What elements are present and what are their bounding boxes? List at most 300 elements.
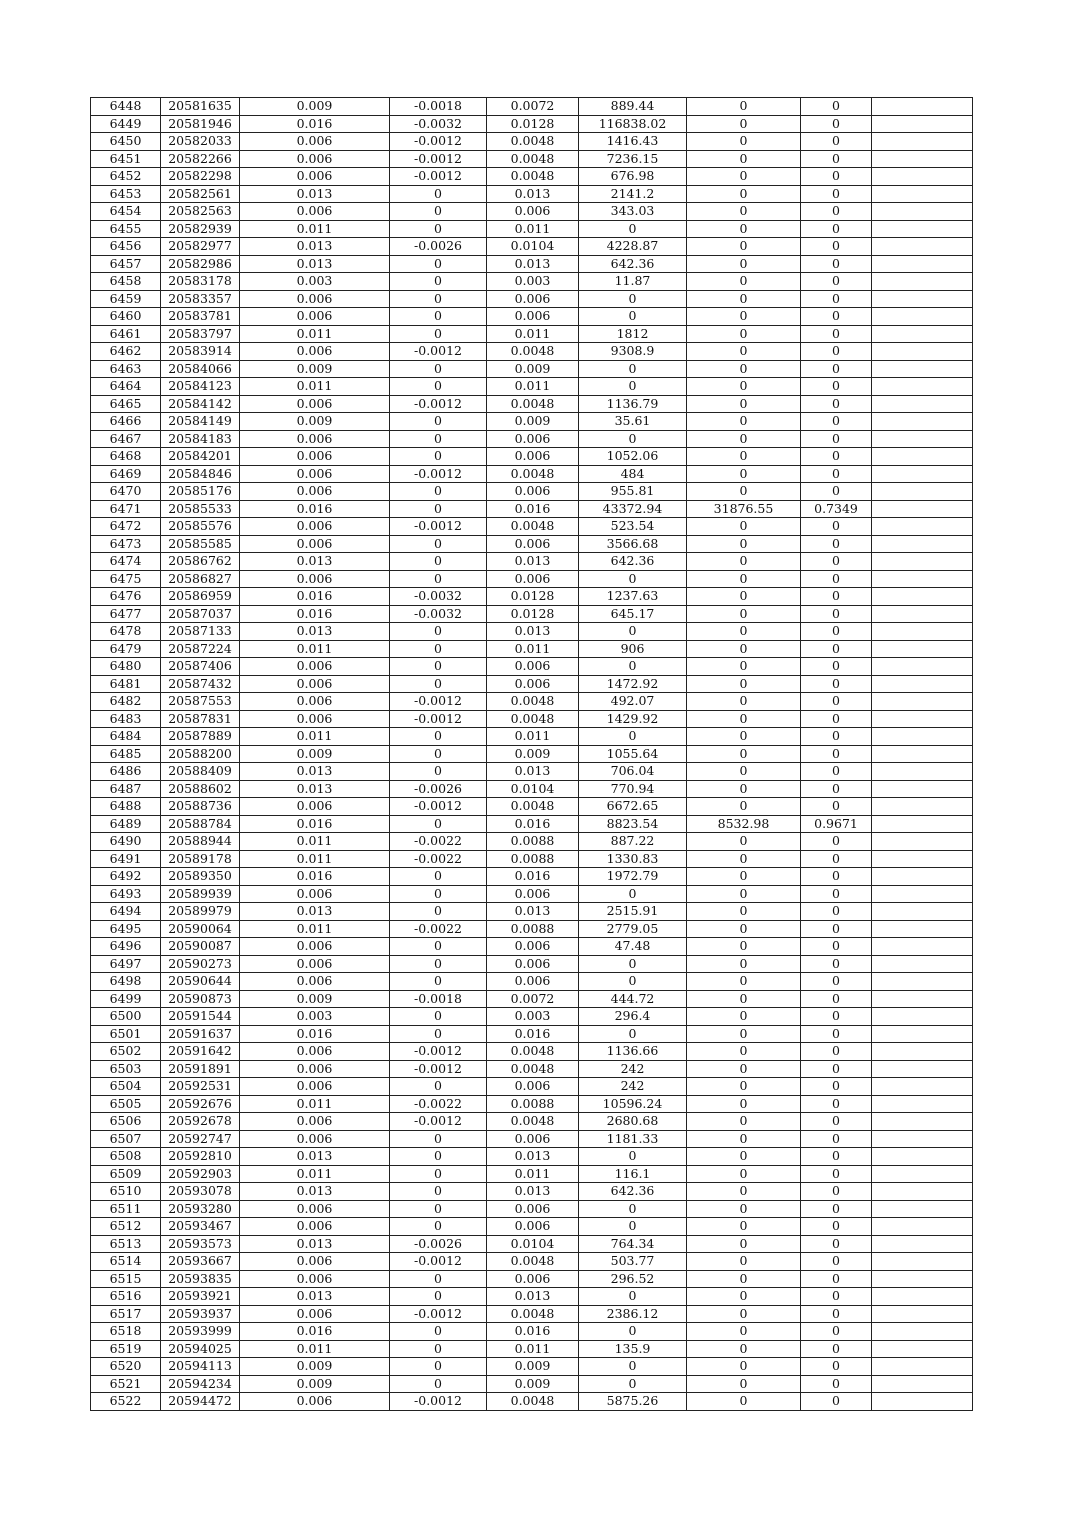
table-row	[91, 1305, 973, 1323]
cell-value-c: 0.0104	[487, 238, 579, 256]
cell-amount: 0	[579, 570, 687, 588]
cell-extra	[872, 1375, 973, 1393]
cell-ratio: 0	[801, 1305, 872, 1323]
cell-ratio: 0	[801, 1340, 872, 1358]
cell-value-b: 0	[390, 623, 487, 641]
cell-ratio: 0	[801, 150, 872, 168]
cell-row-number: 6520	[91, 1358, 161, 1376]
cell-value-a: 0.006	[240, 308, 390, 326]
cell-value-b: 0	[390, 378, 487, 396]
cell-row-number: 6488	[91, 798, 161, 816]
cell-value-c: 0.006	[487, 885, 579, 903]
table-row	[91, 605, 973, 623]
cell-ratio: 0	[801, 1218, 872, 1236]
table-row	[91, 815, 973, 833]
cell-amount: 0	[579, 1375, 687, 1393]
cell-extra	[872, 798, 973, 816]
table-row	[91, 1078, 973, 1096]
cell-ratio: 0	[801, 133, 872, 151]
cell-amount: 1330.83	[579, 850, 687, 868]
cell-extra	[872, 1113, 973, 1131]
cell-amount-b: 0	[687, 1008, 801, 1026]
table-row	[91, 693, 973, 711]
cell-ratio: 0	[801, 1043, 872, 1061]
cell-value-c: 0.0072	[487, 98, 579, 116]
table-row	[91, 1235, 973, 1253]
table-row	[91, 850, 973, 868]
cell-value-a: 0.006	[240, 483, 390, 501]
cell-amount-b: 0	[687, 955, 801, 973]
cell-ratio: 0	[801, 920, 872, 938]
cell-amount-b: 0	[687, 1218, 801, 1236]
cell-value-c: 0.013	[487, 1183, 579, 1201]
cell-amount: 642.36	[579, 553, 687, 571]
cell-extra	[872, 658, 973, 676]
cell-row-number: 6517	[91, 1305, 161, 1323]
cell-row-number: 6476	[91, 588, 161, 606]
cell-value-c: 0.016	[487, 815, 579, 833]
cell-amount-b: 0	[687, 273, 801, 291]
cell-value-a: 0.006	[240, 1200, 390, 1218]
cell-row-number: 6502	[91, 1043, 161, 1061]
cell-value-b: 0	[390, 360, 487, 378]
cell-ratio: 0	[801, 588, 872, 606]
table-row	[91, 920, 973, 938]
table-row	[91, 1025, 973, 1043]
cell-value-a: 0.009	[240, 1375, 390, 1393]
cell-value-c: 0.006	[487, 308, 579, 326]
cell-row-number: 6453	[91, 185, 161, 203]
cell-amount-b: 0	[687, 780, 801, 798]
cell-record-id: 20586762	[161, 553, 240, 571]
cell-record-id: 20588784	[161, 815, 240, 833]
cell-value-b: 0	[390, 553, 487, 571]
table-row	[91, 290, 973, 308]
table-row	[91, 1200, 973, 1218]
cell-value-b: -0.0026	[390, 1235, 487, 1253]
table-row	[91, 1113, 973, 1131]
cell-amount-b: 0	[687, 535, 801, 553]
table-row	[91, 938, 973, 956]
cell-value-b: -0.0012	[390, 1060, 487, 1078]
cell-amount: 770.94	[579, 780, 687, 798]
cell-extra	[872, 115, 973, 133]
cell-value-b: -0.0012	[390, 1043, 487, 1061]
cell-value-a: 0.006	[240, 518, 390, 536]
cell-record-id: 20592531	[161, 1078, 240, 1096]
table-row	[91, 500, 973, 518]
cell-amount-b: 0	[687, 1148, 801, 1166]
cell-amount: 955.81	[579, 483, 687, 501]
cell-record-id: 20582298	[161, 168, 240, 186]
cell-value-a: 0.013	[240, 238, 390, 256]
cell-value-b: -0.0032	[390, 605, 487, 623]
cell-row-number: 6454	[91, 203, 161, 221]
cell-value-a: 0.009	[240, 745, 390, 763]
cell-row-number: 6460	[91, 308, 161, 326]
cell-amount: 0	[579, 1148, 687, 1166]
cell-record-id: 20589350	[161, 868, 240, 886]
cell-ratio: 0	[801, 360, 872, 378]
cell-amount: 1972.79	[579, 868, 687, 886]
cell-extra	[872, 203, 973, 221]
cell-amount-b: 0	[687, 920, 801, 938]
cell-value-c: 0.0088	[487, 1095, 579, 1113]
cell-ratio: 0	[801, 1165, 872, 1183]
cell-amount: 906	[579, 640, 687, 658]
cell-value-c: 0.0048	[487, 1060, 579, 1078]
cell-amount: 0	[579, 360, 687, 378]
cell-extra	[872, 1200, 973, 1218]
cell-value-c: 0.013	[487, 903, 579, 921]
cell-value-c: 0.013	[487, 255, 579, 273]
cell-value-c: 0.006	[487, 1200, 579, 1218]
cell-value-a: 0.006	[240, 710, 390, 728]
cell-row-number: 6519	[91, 1340, 161, 1358]
cell-amount: 8823.54	[579, 815, 687, 833]
cell-extra	[872, 990, 973, 1008]
cell-amount-b: 0	[687, 605, 801, 623]
cell-value-a: 0.006	[240, 343, 390, 361]
cell-value-b: 0	[390, 273, 487, 291]
cell-value-a: 0.011	[240, 220, 390, 238]
cell-extra	[872, 955, 973, 973]
cell-amount-b: 0	[687, 238, 801, 256]
cell-amount-b: 0	[687, 1130, 801, 1148]
table-row	[91, 833, 973, 851]
cell-record-id: 20581635	[161, 98, 240, 116]
cell-row-number: 6486	[91, 763, 161, 781]
cell-amount: 1472.92	[579, 675, 687, 693]
cell-amount: 444.72	[579, 990, 687, 1008]
cell-row-number: 6450	[91, 133, 161, 151]
table-row	[91, 1288, 973, 1306]
cell-value-a: 0.006	[240, 885, 390, 903]
table-row	[91, 1270, 973, 1288]
cell-extra	[872, 553, 973, 571]
cell-record-id: 20592747	[161, 1130, 240, 1148]
cell-value-b: -0.0012	[390, 1393, 487, 1411]
cell-ratio: 0	[801, 885, 872, 903]
cell-amount-b: 0	[687, 290, 801, 308]
cell-amount-b: 0	[687, 1095, 801, 1113]
cell-ratio: 0	[801, 98, 872, 116]
table-row	[91, 553, 973, 571]
table-row	[91, 168, 973, 186]
cell-value-a: 0.006	[240, 1270, 390, 1288]
cell-value-c: 0.006	[487, 448, 579, 466]
cell-amount: 1237.63	[579, 588, 687, 606]
cell-value-c: 0.011	[487, 728, 579, 746]
table-row	[91, 1130, 973, 1148]
cell-amount-b: 0	[687, 973, 801, 991]
cell-row-number: 6521	[91, 1375, 161, 1393]
cell-value-c: 0.0048	[487, 168, 579, 186]
cell-value-b: 0	[390, 763, 487, 781]
cell-value-b: 0	[390, 1288, 487, 1306]
cell-value-c: 0.013	[487, 1148, 579, 1166]
cell-value-a: 0.006	[240, 465, 390, 483]
cell-value-b: 0	[390, 325, 487, 343]
cell-value-c: 0.0048	[487, 1305, 579, 1323]
cell-value-b: -0.0012	[390, 133, 487, 151]
table-row	[91, 1253, 973, 1271]
cell-amount: 2779.05	[579, 920, 687, 938]
cell-amount: 523.54	[579, 518, 687, 536]
cell-amount-b: 0	[687, 903, 801, 921]
cell-amount: 645.17	[579, 605, 687, 623]
cell-value-b: 0	[390, 413, 487, 431]
cell-value-a: 0.006	[240, 570, 390, 588]
cell-ratio: 0	[801, 1113, 872, 1131]
cell-value-a: 0.006	[240, 1078, 390, 1096]
cell-ratio: 0	[801, 1095, 872, 1113]
cell-extra	[872, 938, 973, 956]
cell-row-number: 6461	[91, 325, 161, 343]
cell-ratio: 0	[801, 1375, 872, 1393]
cell-amount: 296.52	[579, 1270, 687, 1288]
cell-value-a: 0.006	[240, 658, 390, 676]
cell-value-c: 0.006	[487, 430, 579, 448]
cell-record-id: 20586827	[161, 570, 240, 588]
cell-value-c: 0.013	[487, 185, 579, 203]
cell-record-id: 20589178	[161, 850, 240, 868]
cell-amount: 35.61	[579, 413, 687, 431]
cell-amount-b: 0	[687, 98, 801, 116]
cell-value-a: 0.006	[240, 150, 390, 168]
cell-value-b: 0	[390, 1130, 487, 1148]
cell-value-c: 0.006	[487, 1130, 579, 1148]
cell-extra	[872, 588, 973, 606]
cell-value-b: -0.0022	[390, 833, 487, 851]
cell-value-b: 0	[390, 955, 487, 973]
table-row	[91, 903, 973, 921]
cell-record-id: 20590644	[161, 973, 240, 991]
cell-extra	[872, 605, 973, 623]
cell-value-c: 0.009	[487, 360, 579, 378]
table-row	[91, 220, 973, 238]
cell-amount: 0	[579, 430, 687, 448]
cell-extra	[872, 273, 973, 291]
cell-record-id: 20582033	[161, 133, 240, 151]
cell-value-c: 0.006	[487, 570, 579, 588]
cell-value-a: 0.013	[240, 623, 390, 641]
cell-record-id: 20587432	[161, 675, 240, 693]
cell-amount-b: 0	[687, 255, 801, 273]
cell-value-a: 0.013	[240, 1148, 390, 1166]
cell-amount: 484	[579, 465, 687, 483]
cell-record-id: 20589979	[161, 903, 240, 921]
cell-amount-b: 0	[687, 990, 801, 1008]
cell-value-c: 0.0048	[487, 693, 579, 711]
cell-ratio: 0	[801, 1078, 872, 1096]
cell-record-id: 20587133	[161, 623, 240, 641]
table-row	[91, 1095, 973, 1113]
cell-amount: 1181.33	[579, 1130, 687, 1148]
cell-amount: 0	[579, 1323, 687, 1341]
cell-row-number: 6509	[91, 1165, 161, 1183]
cell-record-id: 20583178	[161, 273, 240, 291]
cell-value-a: 0.011	[240, 378, 390, 396]
cell-amount-b: 0	[687, 1025, 801, 1043]
cell-extra	[872, 728, 973, 746]
table-row	[91, 1183, 973, 1201]
cell-ratio: 0	[801, 430, 872, 448]
cell-value-c: 0.006	[487, 955, 579, 973]
cell-record-id: 20587553	[161, 693, 240, 711]
cell-ratio: 0	[801, 780, 872, 798]
cell-amount: 0	[579, 973, 687, 991]
cell-amount-b: 0	[687, 430, 801, 448]
cell-value-b: 0	[390, 308, 487, 326]
cell-ratio: 0	[801, 483, 872, 501]
cell-value-b: 0	[390, 448, 487, 466]
cell-extra	[872, 1095, 973, 1113]
cell-extra	[872, 693, 973, 711]
cell-amount-b: 0	[687, 1288, 801, 1306]
cell-record-id: 20585176	[161, 483, 240, 501]
table-row	[91, 430, 973, 448]
cell-ratio: 0	[801, 710, 872, 728]
cell-extra	[872, 1060, 973, 1078]
cell-value-a: 0.016	[240, 815, 390, 833]
cell-value-b: 0	[390, 1218, 487, 1236]
cell-row-number: 6514	[91, 1253, 161, 1271]
cell-value-c: 0.013	[487, 1288, 579, 1306]
cell-value-c: 0.0048	[487, 343, 579, 361]
cell-value-c: 0.003	[487, 273, 579, 291]
cell-value-b: -0.0012	[390, 168, 487, 186]
cell-value-c: 0.0048	[487, 1393, 579, 1411]
cell-value-c: 0.0104	[487, 1235, 579, 1253]
cell-record-id: 20593573	[161, 1235, 240, 1253]
cell-ratio: 0	[801, 1130, 872, 1148]
cell-amount: 1812	[579, 325, 687, 343]
cell-row-number: 6503	[91, 1060, 161, 1078]
cell-amount-b: 0	[687, 325, 801, 343]
cell-value-b: 0	[390, 1375, 487, 1393]
cell-amount-b: 0	[687, 1375, 801, 1393]
cell-value-a: 0.011	[240, 1165, 390, 1183]
cell-extra	[872, 903, 973, 921]
cell-record-id: 20590064	[161, 920, 240, 938]
table-row	[91, 1358, 973, 1376]
cell-value-b: -0.0012	[390, 343, 487, 361]
cell-extra	[872, 465, 973, 483]
cell-ratio: 0	[801, 115, 872, 133]
cell-record-id: 20583357	[161, 290, 240, 308]
cell-value-b: -0.0032	[390, 115, 487, 133]
cell-value-c: 0.009	[487, 1358, 579, 1376]
cell-amount-b: 0	[687, 658, 801, 676]
cell-value-b: 0	[390, 1148, 487, 1166]
cell-amount-b: 0	[687, 1113, 801, 1131]
cell-ratio: 0	[801, 185, 872, 203]
cell-value-a: 0.013	[240, 903, 390, 921]
cell-extra	[872, 150, 973, 168]
table-row	[91, 325, 973, 343]
cell-ratio: 0	[801, 693, 872, 711]
cell-row-number: 6492	[91, 868, 161, 886]
cell-value-a: 0.006	[240, 203, 390, 221]
cell-value-c: 0.013	[487, 553, 579, 571]
cell-row-number: 6483	[91, 710, 161, 728]
cell-record-id: 20587406	[161, 658, 240, 676]
cell-amount-b: 0	[687, 623, 801, 641]
cell-row-number: 6522	[91, 1393, 161, 1411]
cell-row-number: 6516	[91, 1288, 161, 1306]
cell-value-c: 0.006	[487, 203, 579, 221]
cell-amount: 43372.94	[579, 500, 687, 518]
cell-value-c: 0.006	[487, 483, 579, 501]
cell-ratio: 0	[801, 168, 872, 186]
cell-ratio: 0	[801, 203, 872, 221]
cell-record-id: 20582563	[161, 203, 240, 221]
cell-extra	[872, 1183, 973, 1201]
cell-amount-b: 0	[687, 465, 801, 483]
cell-amount: 0	[579, 885, 687, 903]
cell-amount-b: 0	[687, 798, 801, 816]
cell-record-id: 20587037	[161, 605, 240, 623]
cell-record-id: 20589939	[161, 885, 240, 903]
cell-amount-b: 0	[687, 1393, 801, 1411]
cell-row-number: 6512	[91, 1218, 161, 1236]
cell-amount: 2386.12	[579, 1305, 687, 1323]
cell-amount-b: 0	[687, 150, 801, 168]
cell-row-number: 6467	[91, 430, 161, 448]
cell-ratio: 0	[801, 448, 872, 466]
cell-ratio: 0	[801, 990, 872, 1008]
cell-row-number: 6458	[91, 273, 161, 291]
cell-value-a: 0.006	[240, 290, 390, 308]
cell-amount-b: 0	[687, 1340, 801, 1358]
cell-extra	[872, 1358, 973, 1376]
cell-extra	[872, 133, 973, 151]
cell-value-a: 0.013	[240, 185, 390, 203]
cell-amount: 1429.92	[579, 710, 687, 728]
cell-value-b: -0.0012	[390, 518, 487, 536]
cell-value-c: 0.011	[487, 640, 579, 658]
cell-extra	[872, 868, 973, 886]
cell-record-id: 20593921	[161, 1288, 240, 1306]
table-row	[91, 1218, 973, 1236]
cell-amount: 343.03	[579, 203, 687, 221]
cell-extra	[872, 815, 973, 833]
cell-value-c: 0.011	[487, 325, 579, 343]
cell-amount: 492.07	[579, 693, 687, 711]
cell-record-id: 20593280	[161, 1200, 240, 1218]
table-row	[91, 115, 973, 133]
cell-ratio: 0	[801, 273, 872, 291]
cell-value-a: 0.016	[240, 500, 390, 518]
cell-value-b: -0.0012	[390, 1305, 487, 1323]
cell-record-id: 20586959	[161, 588, 240, 606]
cell-value-b: -0.0022	[390, 1095, 487, 1113]
cell-record-id: 20593078	[161, 1183, 240, 1201]
cell-value-b: 0	[390, 220, 487, 238]
cell-record-id: 20583797	[161, 325, 240, 343]
cell-ratio: 0	[801, 553, 872, 571]
cell-amount: 642.36	[579, 1183, 687, 1201]
cell-row-number: 6459	[91, 290, 161, 308]
cell-ratio: 0	[801, 658, 872, 676]
cell-row-number: 6485	[91, 745, 161, 763]
cell-row-number: 6496	[91, 938, 161, 956]
cell-ratio: 0	[801, 325, 872, 343]
cell-row-number: 6472	[91, 518, 161, 536]
cell-amount-b: 0	[687, 745, 801, 763]
cell-value-c: 0.006	[487, 658, 579, 676]
